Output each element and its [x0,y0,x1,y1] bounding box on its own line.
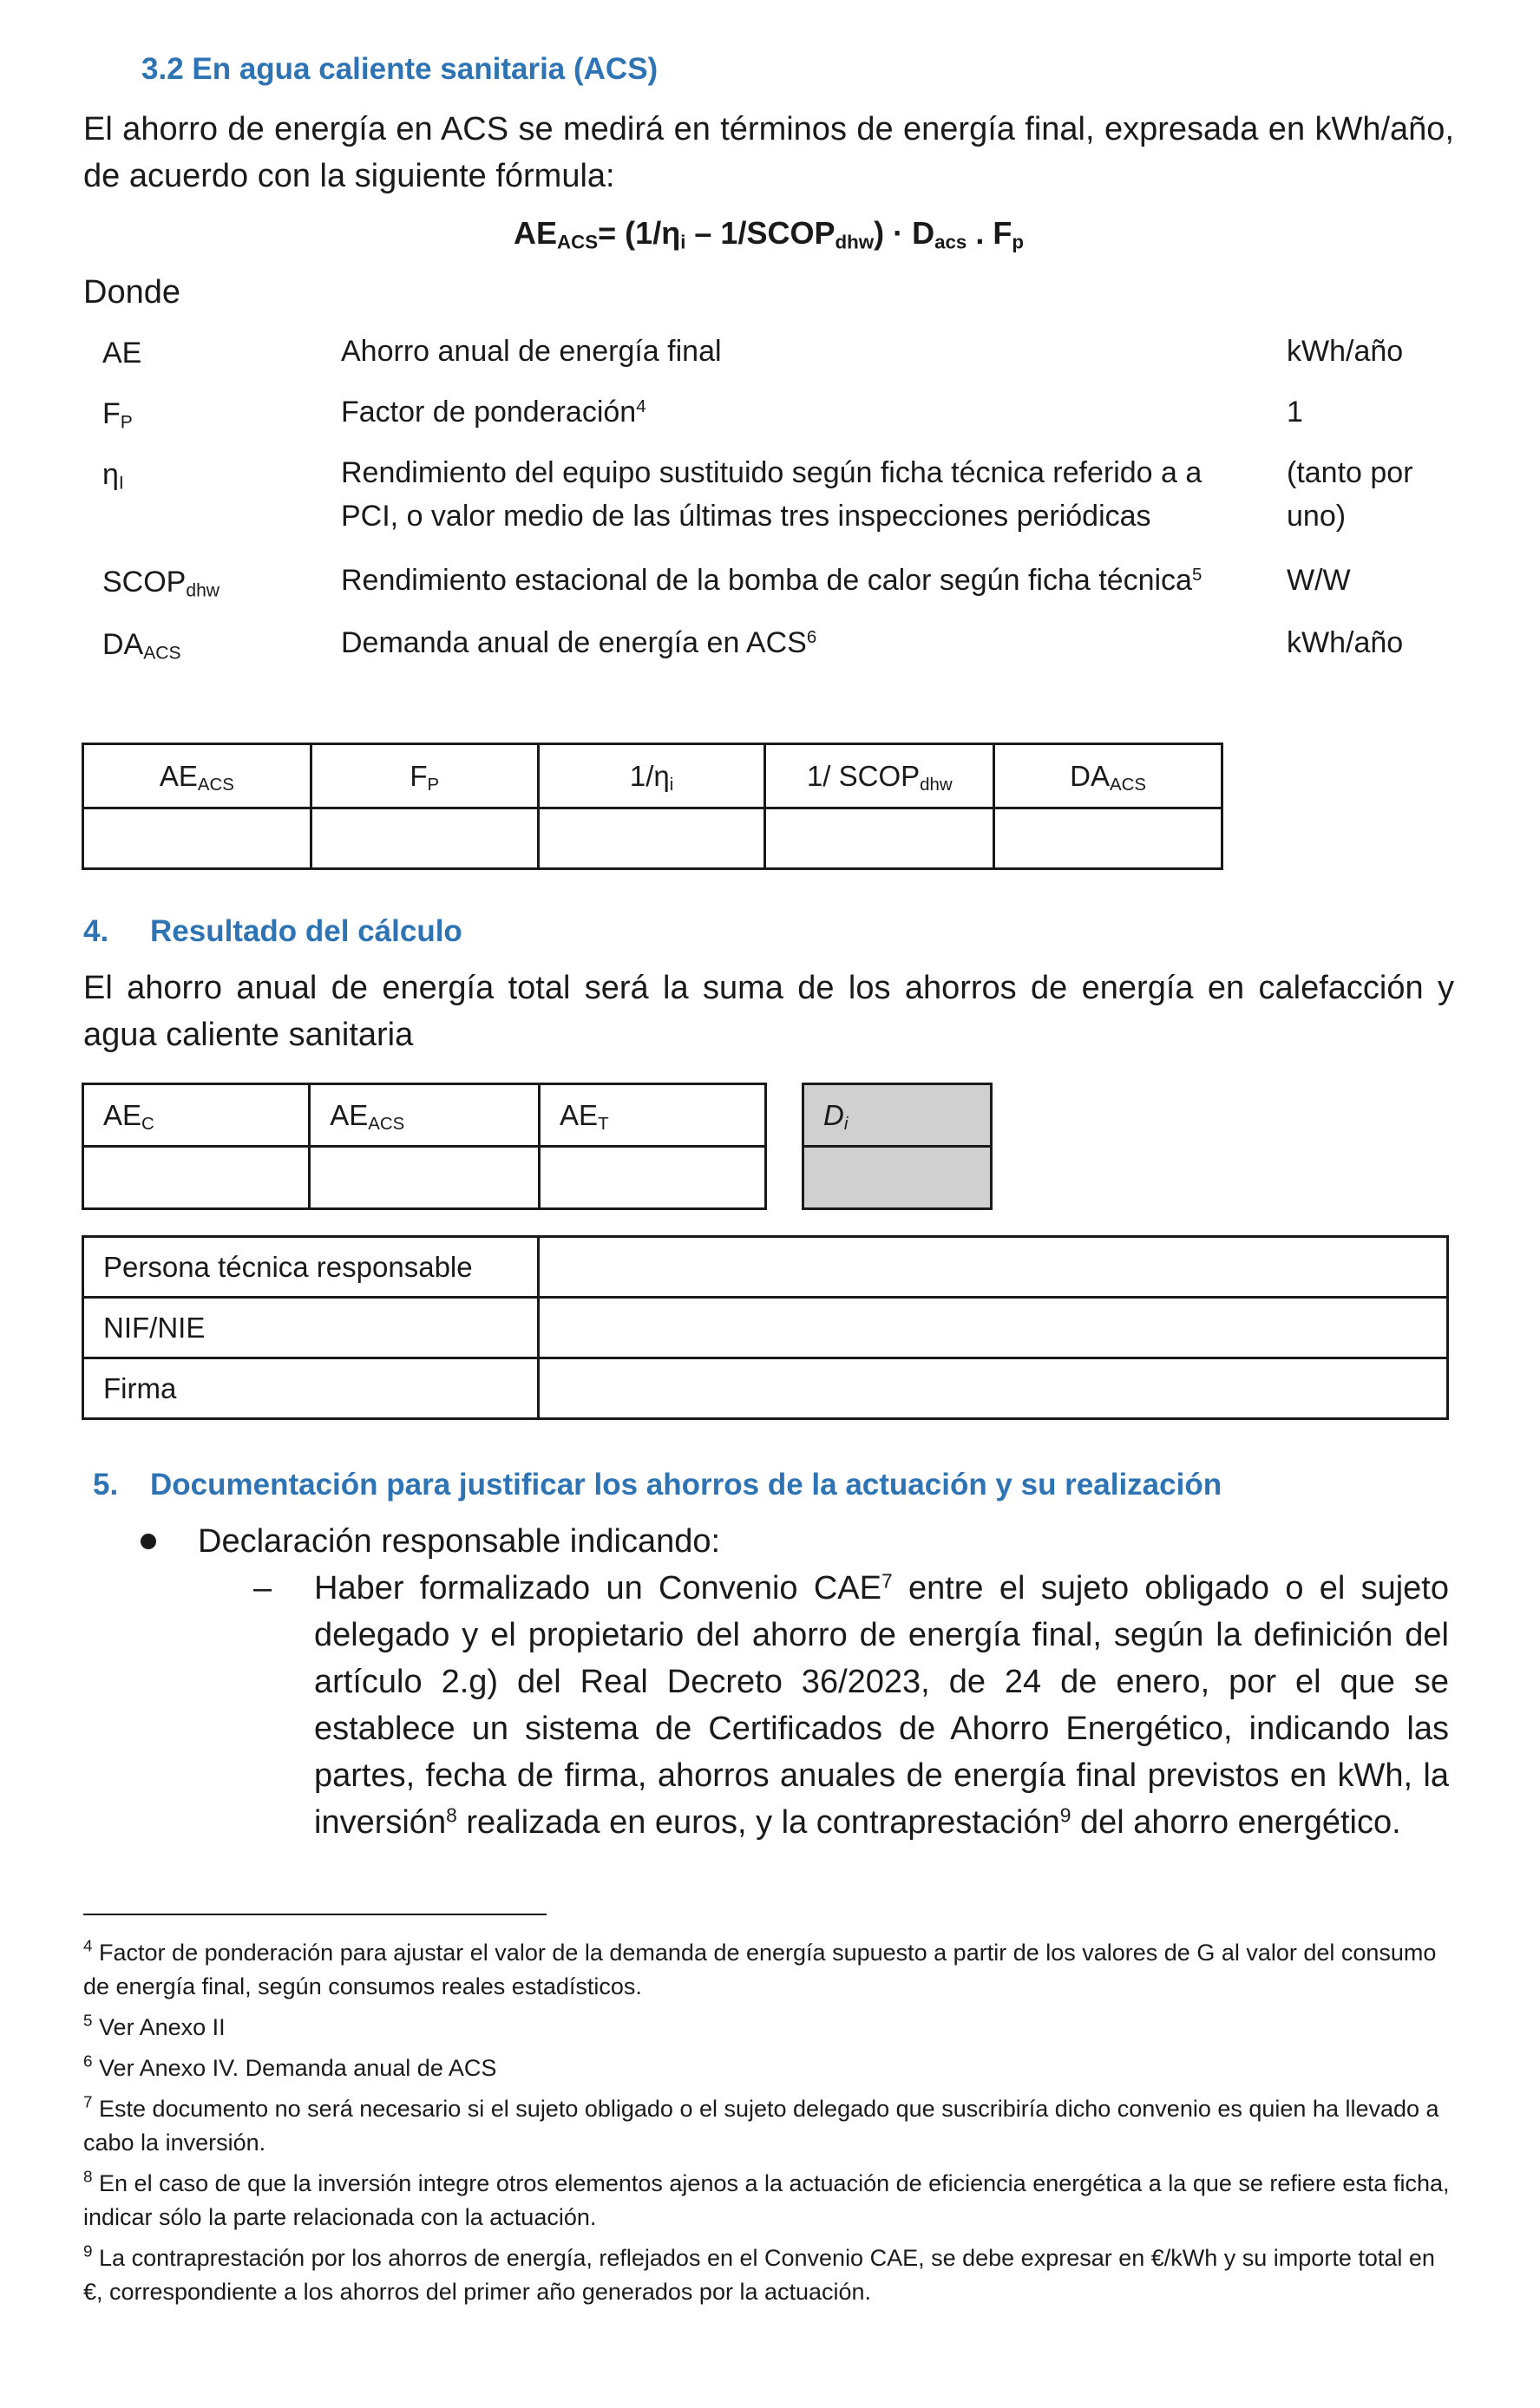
section-4-number: 4. [83,914,109,948]
input-ae-acs[interactable] [83,808,311,869]
label-persona-tecnica: Persona técnica responsable [83,1237,539,1298]
footnote: $^7$ Este documento no será necesario si el sujeto obligado o el sujeto delegado que suscribiría dicho convenio es quien ha llevado a cabo la inversión. [83,2093,1439,2156]
donde-label: Donde [83,274,180,311]
input-firma[interactable] [539,1358,1448,1419]
header-inv-eta: $1/\eta_i$ [538,744,765,808]
input-ae-c[interactable] [83,1147,310,1209]
header-da-acs: $DA_{ACS}$ [994,744,1222,808]
footnote: $^9$ La contraprestación por los ahorros de energía, reflejados en el Convenio CAE, se debe expresar en €/kWh y su importe total en €, correspondiente a los ahorros del primer año generados por la actuación. [83,2242,1435,2305]
input-persona-tecnica[interactable] [539,1237,1448,1298]
input-inv-scop[interactable] [765,808,994,869]
header-ae-acs: $AE_{ACS}$ [83,744,311,808]
section-5-heading: Documentación para justificar los ahorros de la actuación y su realización [150,1468,1222,1502]
input-inv-eta[interactable] [538,808,765,869]
input-fp[interactable] [311,808,538,869]
bullet-item: Declaración responsable indicando: [198,1523,721,1560]
footnote-divider [83,1914,547,1915]
footnote: $^5$ Ver Anexo II [83,2012,226,2040]
input-nif-nie[interactable] [539,1298,1448,1358]
label-nif-nie: NIF/NIE [83,1298,539,1358]
header-di: $D_i$ [803,1084,992,1147]
header-ae-t: $AE_T$ [540,1084,766,1147]
header-ae-c: $AE_C$ [83,1084,310,1147]
footnote: $^6$ Ver Anexo IV. Demanda anual de ACS [83,2052,497,2081]
dash-icon: – [253,1570,272,1606]
footnote: $^8$ En el caso de que la inversión integre otros elementos ajenos a la actuación de eficiencia energética a la que se refiere esta ficha, indicar sólo la parte relacionada con la actuación. [83,2168,1450,2230]
section-4-heading: Resultado del cálculo [150,914,462,948]
header-ae-acs: $AE_{ACS}$ [310,1084,540,1147]
footnotes [83,1936,1454,2309]
input-di [803,1147,992,1209]
header-fp: $F_P$ [311,744,538,808]
section-5-number: 5. [93,1468,119,1502]
input-ae-acs-total[interactable] [310,1147,540,1209]
formula: $AE_{ACS}= (1/\eta_i$ – $1/SCOP_{dhw}) \cdot D_{acs}$ . $F_p$ [514,215,1024,253]
sub-item-text: Haber formalizado un Convenio CAE$^7$ entre el sujeto obligado o el sujeto delegado y el propietario del ahorro de energía final, según la definición del artículo 2.g) del Real Decreto 36/2023, de 24 de enero, por el que se establece un sistema de Certificados de Ahorro Energético, indicando las partes, fecha de firma, ahorros anuales de energía final previstos en kWh, la inversión$^8$ realizada en euros, y la contraprestación$^9$ del ahorro energético. [314,1569,1449,1841]
result-table [82,1083,767,1210]
definitions-table: AE Ahorro anual de energía final kWh/año $F_P$ Factor de ponderación$^4$ 1 $\eta_I$ Rendimiento del equipo sustituido según ficha técnica referido a a PCI, o valor medio de las últimas tres inspecciones periódicas (tanto por uno) $SCOP_{dhw}$ Rendimiento estacional de la bomba de calor según ficha técnica$^5$ W/W $DA_{ACS}$ Demanda anual de energía en ACS$^6$ kWh/año [102,335,1413,664]
di-table [802,1083,993,1210]
section-4-text: El ahorro anual de energía total será la suma de los ahorros de energía en calefacción y agua caliente sanitaria [83,970,1454,1053]
section-3-2-heading: 3.2 En agua caliente sanitaria (ACS) [141,52,659,86]
header-inv-scop: 1/ $SCOP_{dhw}$ [765,744,994,808]
input-ae-t[interactable] [540,1147,766,1209]
label-firma: Firma [83,1358,539,1419]
signature-table [82,1235,1449,1420]
acs-calculation-table [82,743,1223,870]
section-3-2-intro: El ahorro de energía en ACS se medirá en términos de energía final, expresada en kWh/año, de acuerdo con la siguiente fórmula: [83,111,1454,194]
footnote: $^4$ Factor de ponderación para ajustar el valor de la demanda de energía supuesto a partir de los valores de G al valor del consumo de energía final, según consumos reales estadísticos. [83,1937,1437,1999]
bullet-icon [141,1534,156,1549]
input-da-acs[interactable] [994,808,1222,869]
